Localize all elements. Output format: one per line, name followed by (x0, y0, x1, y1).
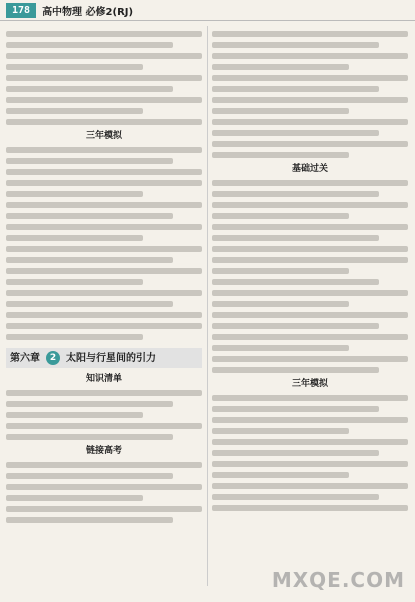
site-watermark: MXQE.COM (271, 568, 405, 592)
section-title-zhishi: 知识清单 (85, 374, 122, 384)
section-title-sanlian: 三年模拟 (85, 131, 122, 141)
section-title-jichu: 基础过关 (291, 164, 328, 174)
section-title-jiegou: 链接高考 (85, 446, 122, 456)
left-column (6, 26, 202, 586)
column-divider (207, 26, 208, 586)
chapter-heading (6, 348, 202, 368)
chapter-label: 第六章 (10, 352, 40, 364)
page-number: 178 (6, 3, 36, 18)
page-header (0, 0, 415, 21)
section-title-sanlian-right: 三年模拟 (291, 379, 328, 389)
chapter-badge: 2 (46, 351, 60, 365)
right-column (212, 26, 408, 586)
book-title: 高中物理 必修2(RJ) (42, 6, 134, 18)
chapter-title: 太阳与行星间的引力 (66, 352, 156, 364)
